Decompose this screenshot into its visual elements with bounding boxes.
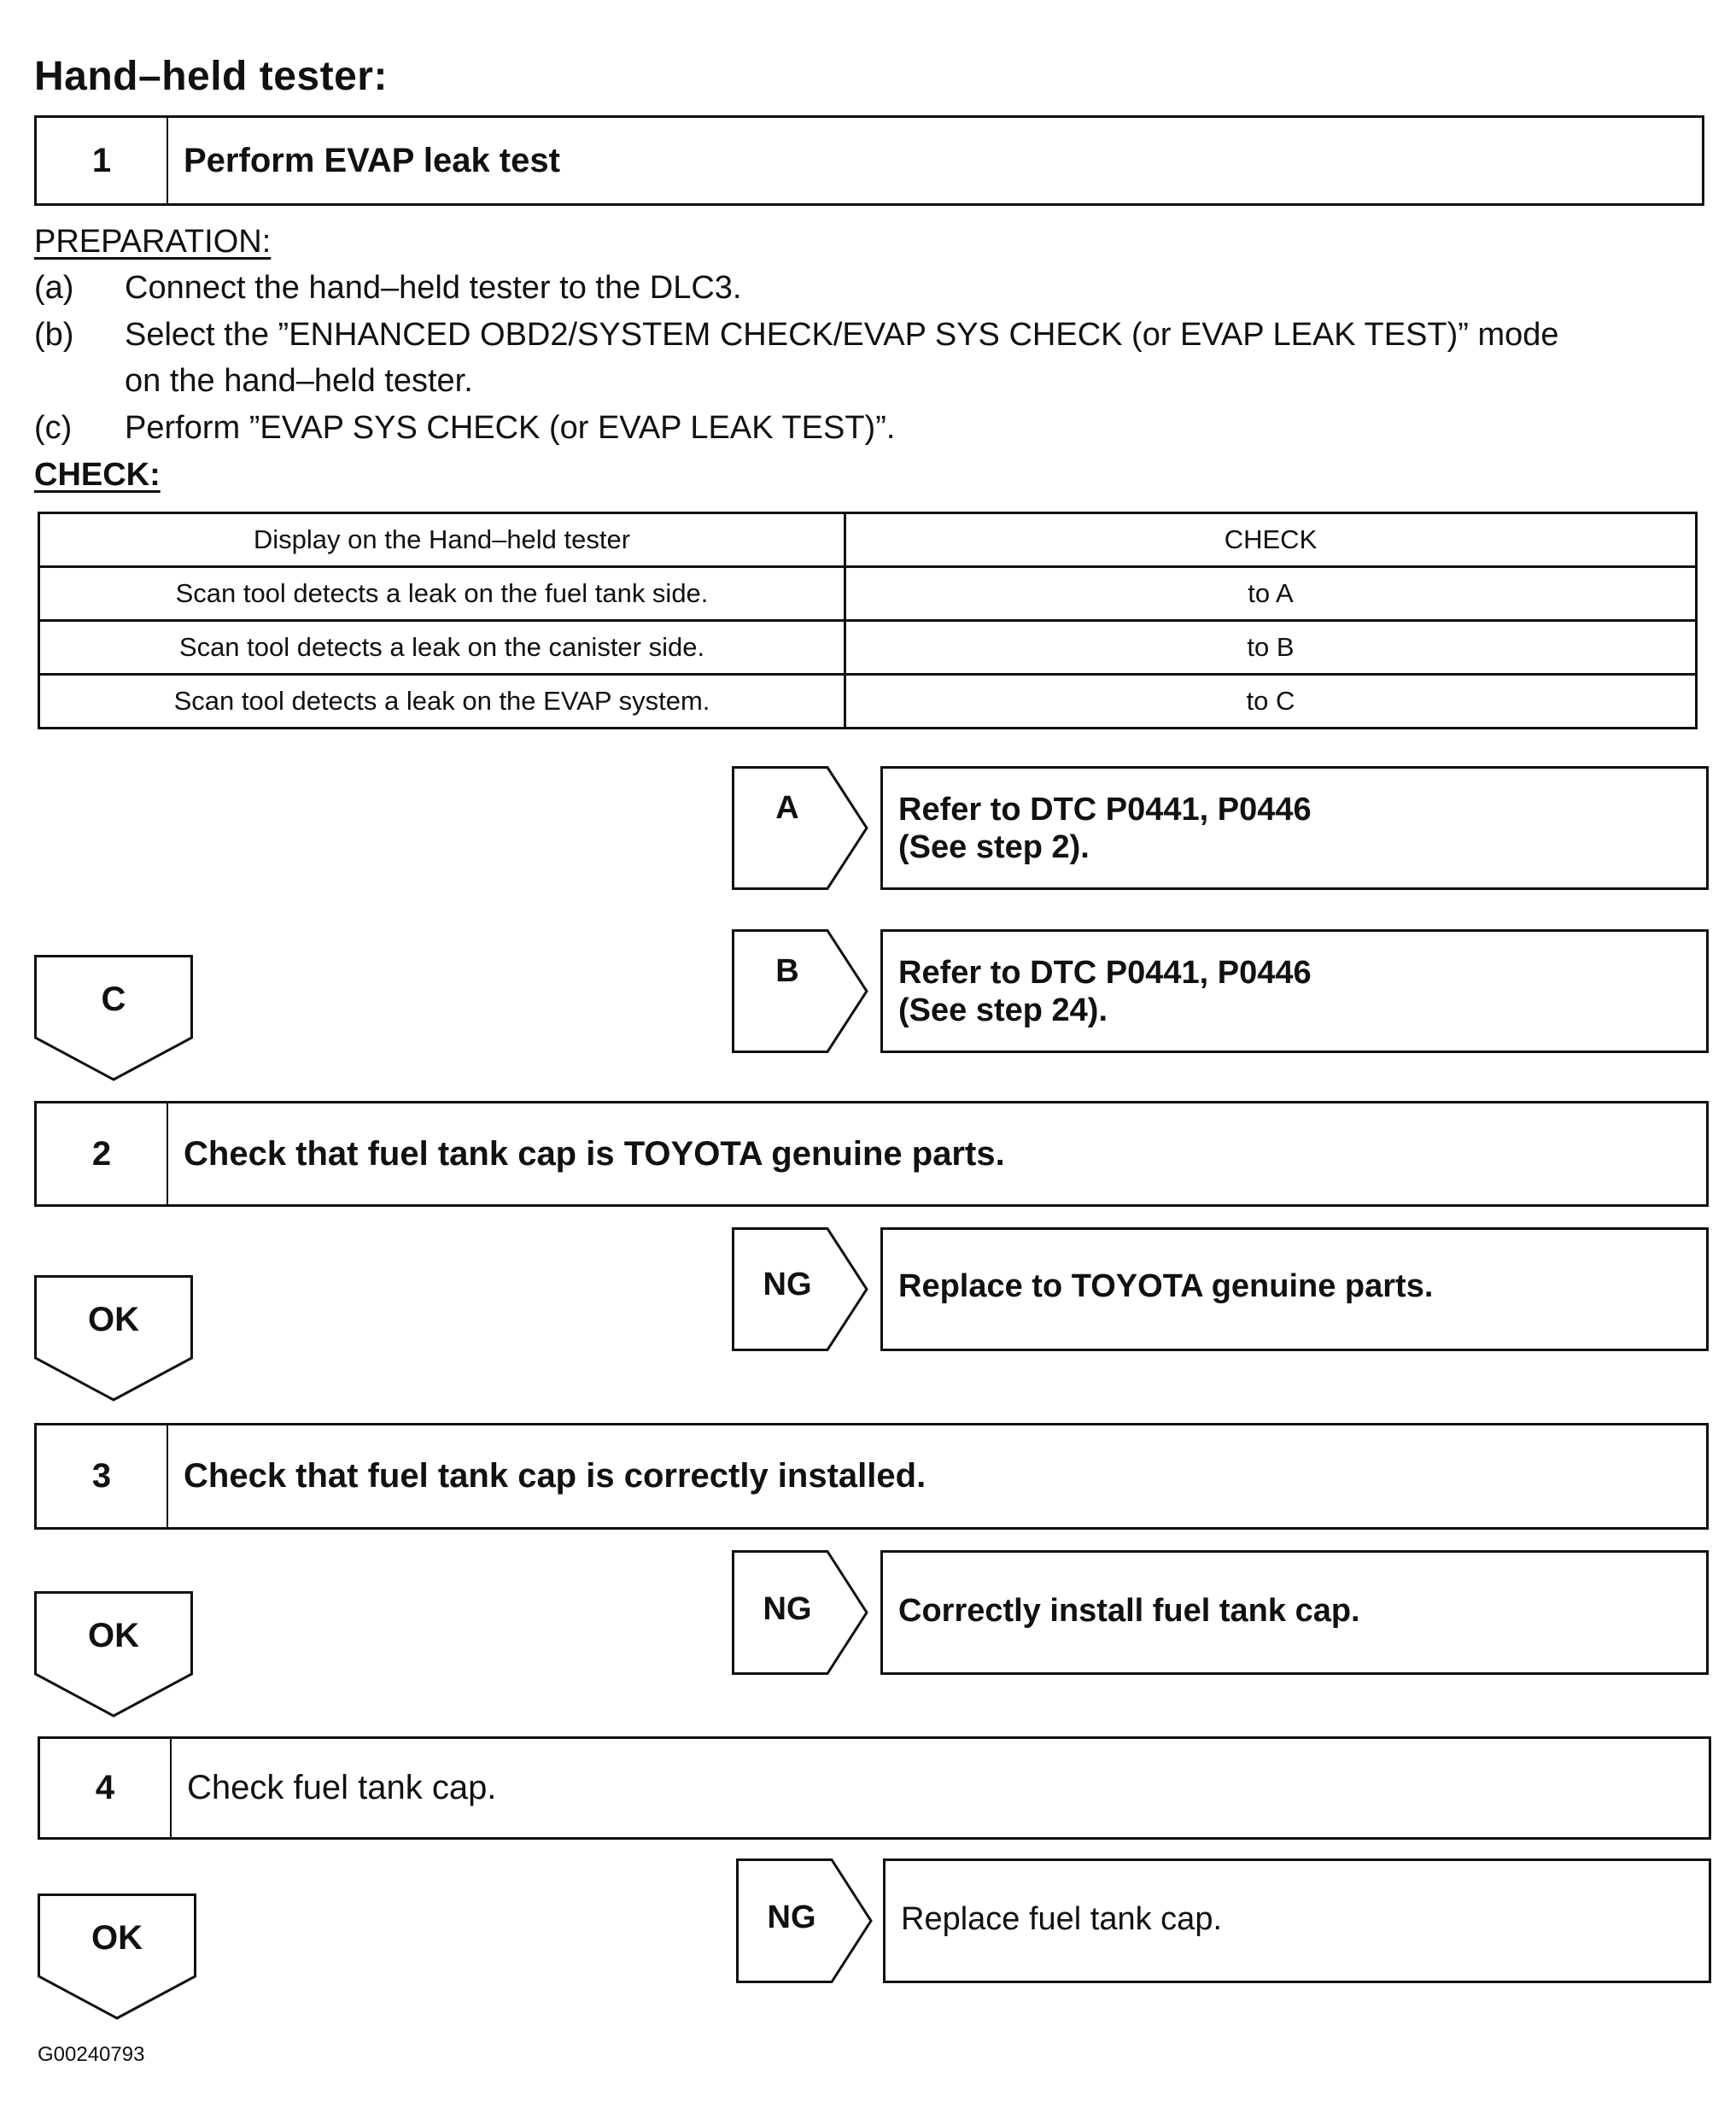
step-3-ng-arrow (732, 1550, 870, 1675)
result-text: Correctly install fuel tank cap. (898, 1593, 1360, 1629)
step-number: 1 (37, 118, 168, 203)
prep-item-label: (a) (34, 270, 74, 306)
step-4-ng-result (883, 1858, 1711, 1983)
step-number: 4 (40, 1739, 172, 1837)
step-title: Perform EVAP leak test (184, 141, 560, 179)
table-row (39, 567, 1697, 621)
result-text (898, 791, 1312, 866)
check-table (38, 512, 1698, 729)
preparation-list (34, 270, 1708, 466)
branch-label: B (775, 953, 799, 989)
step-3-ok-arrow (34, 1591, 193, 1718)
step-1-box (34, 115, 1704, 206)
result-text: Replace fuel tank cap. (901, 1901, 1223, 1937)
page-title: Hand–held tester: (34, 54, 388, 99)
table-cell: Scan tool detects a leak on the EVAP system. (39, 675, 845, 729)
right-arrow-icon (732, 766, 870, 890)
step-3-box (34, 1423, 1709, 1530)
column-header: Display on the Hand–held tester (39, 513, 845, 567)
branch-label: OK (88, 1617, 139, 1654)
step-number: 2 (37, 1103, 168, 1204)
table-cell: to B (845, 621, 1697, 675)
result-line: Refer to DTC P0441, P0446 (898, 791, 1312, 828)
step-title: Check that fuel tank cap is correctly installed. (184, 1457, 926, 1495)
branch-label: NG (763, 1267, 812, 1302)
branch-label: OK (91, 1919, 143, 1957)
table-cell: to A (845, 567, 1697, 621)
step-4-box (38, 1736, 1711, 1840)
prep-item-label: (b) (34, 317, 74, 353)
prep-item-text: Perform ”EVAP SYS CHECK (or EVAP LEAK TEST)”. (125, 410, 896, 446)
table-header-row (39, 513, 1697, 567)
branch-label: NG (763, 1591, 812, 1627)
step-4-ok-arrow (38, 1894, 196, 2020)
prep-item-text: Connect the hand–held tester to the DLC3. (125, 270, 742, 306)
step-2-box (34, 1101, 1709, 1207)
step-3-ng-result (880, 1550, 1709, 1675)
step-number: 3 (37, 1425, 168, 1527)
branch-c-arrow (34, 955, 193, 1081)
result-text (898, 954, 1312, 1029)
table-row (39, 675, 1697, 729)
branch-label: C (101, 980, 126, 1018)
right-arrow-icon (732, 929, 870, 1053)
branch-label: OK (88, 1301, 139, 1338)
step-2-ng-result (880, 1227, 1709, 1351)
result-line: (See step 2). (898, 828, 1090, 865)
table-cell: Scan tool detects a leak on the fuel tank side. (39, 567, 845, 621)
step-title: Check that fuel tank cap is TOYOTA genuine parts. (184, 1134, 1005, 1173)
table-cell: to C (845, 675, 1697, 729)
branch-b-arrow (732, 929, 870, 1053)
preparation-heading: PREPARATION: (34, 224, 272, 260)
check-heading: CHECK: (34, 457, 161, 493)
branch-b-result (880, 929, 1709, 1053)
result-line: (See step 24). (898, 992, 1108, 1028)
step-title: Check fuel tank cap. (187, 1769, 497, 1806)
branch-label: A (775, 790, 799, 826)
prep-item-label: (c) (34, 410, 73, 446)
column-header: CHECK (845, 513, 1697, 567)
table-cell: Scan tool detects a leak on the canister side. (39, 621, 845, 675)
result-text: Replace to TOYOTA genuine parts. (898, 1268, 1434, 1304)
step-2-ok-arrow (34, 1275, 193, 1402)
table-row (39, 621, 1697, 675)
result-line: Refer to DTC P0441, P0446 (898, 954, 1312, 991)
branch-a-result (880, 766, 1709, 890)
prep-item-continuation: on the hand–held tester. (125, 363, 473, 399)
figure-code: G00240793 (38, 2043, 145, 2066)
branch-a-arrow (732, 766, 870, 890)
prep-item-text: Select the ”ENHANCED OBD2/SYSTEM CHECK/EVAP SYS CHECK (or EVAP LEAK TEST)” mode (125, 317, 1559, 353)
step-4-ng-arrow (736, 1858, 874, 1983)
branch-label: NG (767, 1899, 816, 1935)
step-2-ng-arrow (732, 1227, 870, 1351)
